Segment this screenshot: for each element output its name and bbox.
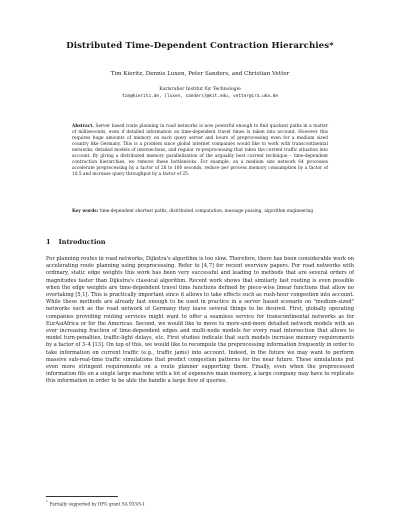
section-number: 1 [46, 238, 51, 246]
section-heading [46, 238, 106, 246]
keywords-label: Key words: [72, 209, 99, 214]
author-list: Tim Kieritz, Dennis Luxen, Peter Sanders, and Christian Vetter [110, 71, 290, 77]
paper-title: Distributed Time-Dependent Contraction Hierarchies* [66, 41, 334, 51]
footnote [46, 500, 354, 506]
footnote-rule [46, 496, 118, 497]
abstract [72, 124, 328, 178]
affiliation: Karlsruher Institut für Technologie [159, 87, 241, 92]
footnote-text: Partially supported by DFG grant SA 933/5-1 [49, 501, 146, 507]
footnote-mark: * [46, 500, 48, 504]
keywords-text: time-dependent shortest paths, distributed computation, message passing, algorithm engineering [99, 209, 314, 214]
keywords [72, 209, 328, 215]
abstract-text: Server based route planning in road networks is now powerful enough to find quickest paths in a matter of milliseconds, even if detailed information on time-dependent travel times is taken into account. However this requires huge amounts of memory on each query server and hours of preprocessing even for a medium sized country like Germany. This is a problem since global internet companies would like to work with transcontinental networks, detailed models of intersections, and regular re-preprocessing that takes the current traffic situation into account. By giving a distributed memory parallelization of the arguably best current technique – time-dependent contraction hierarchies, we remove these bottlenecks. For example, on a medium size network 64 processes accelerate preprocessing by a factor of 28 to 160 seconds, reduce per process memory consumption by a factor of 10.5 and increase query throughput by a factor of 25. [72, 124, 328, 178]
author-emails: tim@kieritz.de, {luxen, sanders}@kit.edu, vetter@ira.uka.de [122, 94, 278, 99]
section-title: Introduction [58, 238, 106, 246]
abstract-label: Abstract. [72, 124, 94, 129]
intro-paragraph: For planning routes in road networks, Dijkstra's algorithm is too slow. Therefore, there has been considerable work on accelerating route planning using preprocessing. Refer to [4,7] for recent overview papers. For road networks with ordinary, static edge weights this work has been very successful and leading to methods that are several orders of magnitudes faster than Dijkstra's classical algorithm. Recent work shows that similarly fast routing is even possible when the edge weights are time-dependent travel time functions defined by piece-wise linear functions that allow no overtaking [5,1]. This is practically important since it allows to take effects such as rush-hour congestion into account. While these methods are already fast enough to be used in practice in a server based scenario on "medium-sized" networks such as the road network of Germany they leave several things to be desired. First, globally operating companies providing routing services might want to offer a seamless service for transcontinental networks as for EurAsiAfrica or for the Americas. Second, we would like to move to more-and-more detailed network models with an ever increasing fraction of time-dependent edges and multi-node models for every road intersection that allows to model turn-penalties, traffic-light delays, etc. First studies indicate that such models increase memory requirements by a factor of 3–4 [13]. On top of this, we would like to recompute the preprocessing information frequently in order to take information on current traffic (e.g., traffic jams) into account. Indeed, in the future we may want to perform massive sub-real-time traffic simulations that predict congestion patterns for the near future. These simulations put even more stringent requirements on a route planner supporting them. Finally, even when the preprocessed information fits on a single large machine with a lot of expensive main memory, a large company may have to replicate this information in order to be able the handle a large flow of queries. [46, 256, 355, 385]
